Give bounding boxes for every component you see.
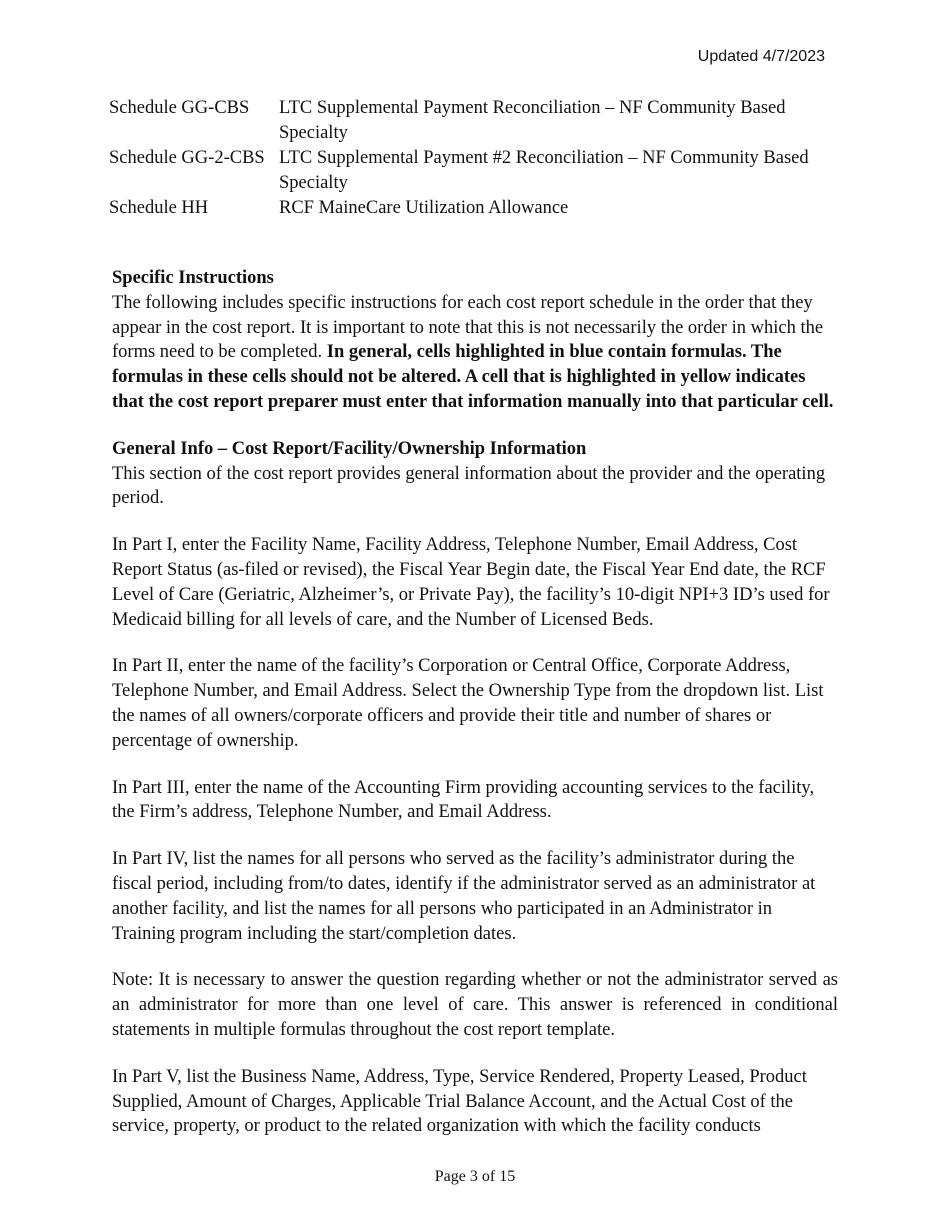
part-3-paragraph: In Part III, enter the name of the Accounting Firm providing accounting services to the facility, the Firm’s address, Telephone Number, and Email Address.	[112, 777, 815, 823]
part-1-paragraph: In Part I, enter the Facility Name, Facility Address, Telephone Number, Email Address, Cost Report Status (as-filed or revised), the Fiscal Year Begin date, the Fiscal Year End date, the RCF Level of Care (Geriatric, Alzheimer’s, or Private Pay), the facility’s 10-digit NPI+3 ID’s used for Medicaid billing for all levels of care, and the Number of Licensed Beds.	[112, 535, 830, 630]
specific-instructions-bold-text: In general, cells highlighted in blue contain formulas. The formulas in these cells should not be altered. A cell that is highlighted in yellow indicates that the cost report preparer must enter that information manually into that particular cell.	[112, 342, 834, 412]
part-2-paragraph: In Part II, enter the name of the facility’s Corporation or Central Office, Corporate Address, Telephone Number, and Email Address. Select the Ownership Type from the dropdown list. List the names of all owners/corporate officers and provide their title and number of shares or percentage of ownership.	[112, 656, 824, 751]
updated-date: Updated 4/7/2023	[697, 48, 825, 65]
specific-instructions-section	[112, 266, 838, 415]
schedule-title: LTC Supplemental Payment Reconciliation – NF Community Based Specialty	[279, 98, 786, 143]
schedule-table	[109, 96, 839, 221]
general-info-intro: This section of the cost report provides general information about the provider and the operating period.	[112, 463, 826, 509]
schedule-title: RCF MaineCare Utilization Allowance	[279, 198, 569, 218]
document-body	[112, 266, 838, 1161]
schedule-code: Schedule HH	[109, 198, 209, 218]
part-5-paragraph: In Part V, list the Business Name, Address, Type, Service Rendered, Property Leased, Product Supplied, Amount of Charges, Applicable Trial Balance Account, and the Actual Cost of the service, property, or product to the related organization with which the facility conducts	[112, 1066, 807, 1137]
general-info-heading: General Info – Cost Report/Facility/Ownership Information	[112, 438, 587, 459]
schedule-code: Schedule GG-2-CBS	[109, 148, 265, 168]
schedule-code: Schedule GG-CBS	[109, 98, 250, 118]
schedule-title: LTC Supplemental Payment #2 Reconciliation – NF Community Based Specialty	[279, 148, 809, 193]
specific-instructions-text: The following includes specific instructions for each cost report schedule in the order that they appear in the cost report. It is important to note that this is not necessarily the order in which the forms need to be completed.	[112, 292, 824, 363]
page-number: Page 3 of 15	[434, 1168, 516, 1185]
specific-instructions-heading: Specific Instructions	[112, 268, 274, 288]
part-4-paragraph: In Part IV, list the names for all persons who served as the facility’s administrator during the fiscal period, including from/to dates, identify if the administrator served as an administrator at another facility, and list the names for all persons who participated in an Administrator in Training program including the start/completion dates.	[112, 849, 816, 944]
schedule-row	[109, 96, 839, 146]
schedule-row	[109, 196, 839, 221]
note-paragraph: Note: It is necessary to answer the question regarding whether or not the administrator served as an administrator for more than one level of care. This answer is referenced in conditional statements in multiple formulas throughout the cost report template.	[112, 970, 838, 1040]
general-info-section	[112, 437, 838, 511]
schedule-row	[109, 146, 839, 196]
